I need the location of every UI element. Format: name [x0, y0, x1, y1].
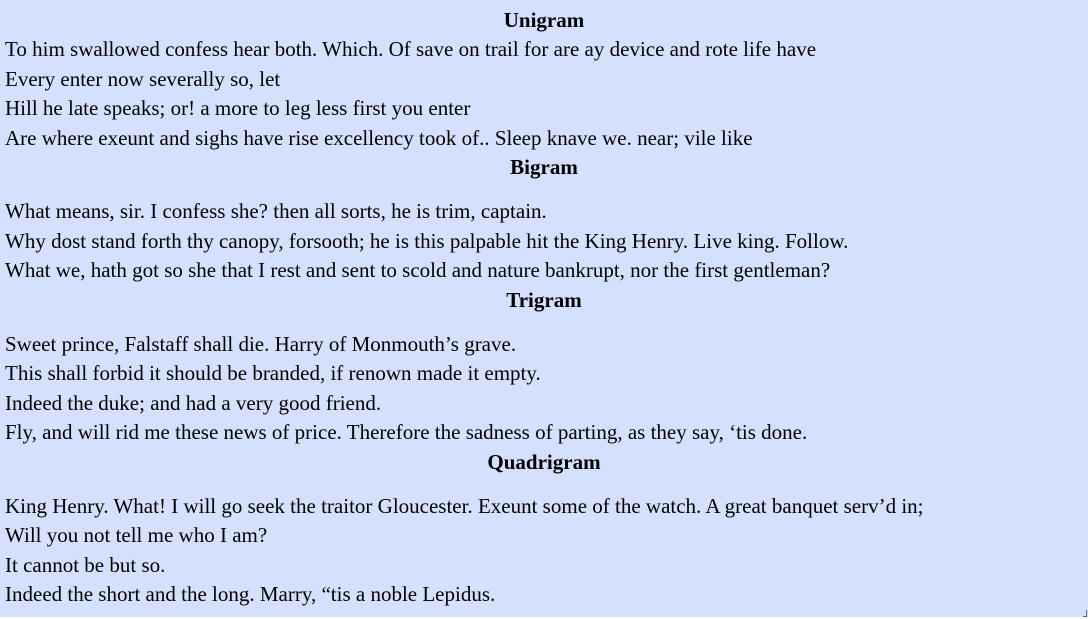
- section-title: Quadrigram: [487, 449, 601, 474]
- text-line: It cannot be but so.: [5, 552, 166, 577]
- section-title: Trigram: [506, 287, 582, 312]
- text-line: Indeed the duke; and had a very good friend.: [5, 390, 382, 415]
- section-quadrigram: [5, 448, 1088, 610]
- text-line: Every enter now severally so, let: [5, 66, 281, 91]
- text-line: Indeed the short and the long. Marry, “tis a noble Lepidus.: [5, 582, 496, 606]
- text-line: Why dost stand forth thy canopy, forsooth; he is this palpable hit the King Henry. Live king. Follow.: [5, 228, 849, 253]
- text-line: Are where exeunt and sighs have rise excellency took of.. Sleep knave we. near; vile like: [5, 125, 753, 150]
- text-line: Fly, and will rid me these news of price. Therefore the sadness of parting, as they say, ‘tis done.: [5, 420, 808, 444]
- section-unigram: [5, 6, 1088, 153]
- text-line: What means, sir. I confess she? then all sorts, he is trim, captain.: [5, 199, 547, 223]
- resize-grip-icon[interactable]: [1083, 610, 1087, 617]
- text-line: Will you not tell me who I am?: [5, 523, 268, 547]
- section-title: Unigram: [503, 8, 585, 32]
- section-title: Bigram: [510, 155, 578, 179]
- text-line: Hill he late speaks; or! a more to leg less first you enter: [5, 96, 471, 120]
- text-line: King Henry. What! I will go seek the traitor Gloucester. Exeunt some of the watch. A great banquet serv’d in;: [5, 493, 924, 518]
- section-trigram: [5, 286, 1088, 448]
- text-line: This shall forbid it should be branded, if renown made it empty.: [5, 361, 541, 385]
- text-line: Sweet prince, Falstaff shall die. Harry of Monmouth’s grave.: [5, 331, 517, 356]
- text-line: To him swallowed confess hear both. Which. Of save on trail for are ay device and rote life have: [5, 37, 817, 61]
- text-line: What we, hath got so she that I rest and sent to scold and nature bankrupt, nor the first gentleman?: [5, 258, 831, 282]
- section-bigram: [5, 153, 1088, 286]
